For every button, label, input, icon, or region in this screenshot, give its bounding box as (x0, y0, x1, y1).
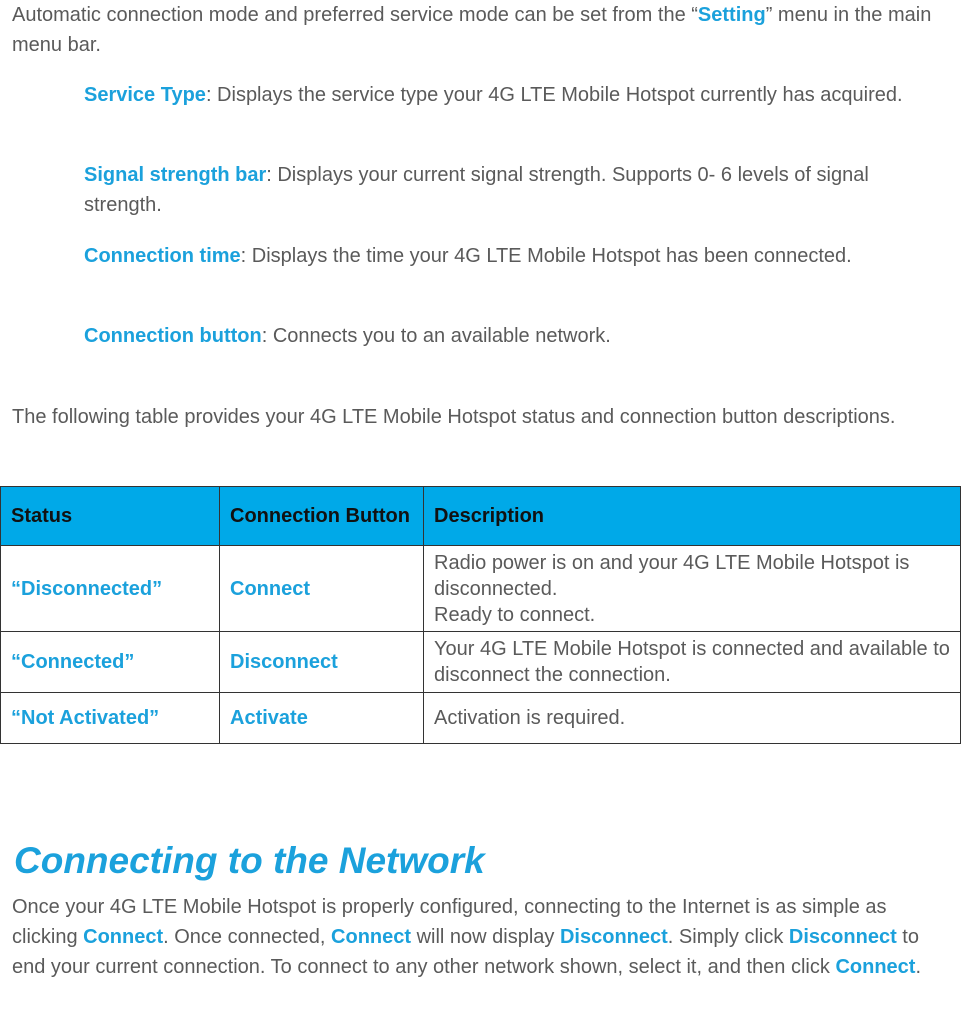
button-cell: Activate (220, 693, 424, 744)
section-text: Once your 4G LTE Mobile Hotspot is properly configured, connecting to the Internet is as simple as clicking (12, 896, 887, 948)
header-description: Description (424, 487, 961, 546)
section-text: will now display (411, 926, 560, 948)
section-text: . Once connected, (163, 926, 332, 948)
header-status: Status (1, 487, 220, 546)
status-table (0, 486, 961, 744)
definition-text: : Displays your current signal strength. Supports 0- 6 levels of signal strength. (84, 164, 869, 216)
definition-text: : Displays the service type your 4G LTE Mobile Hotspot currently has acquired. (205, 84, 903, 106)
section-title: Connecting to the Network (14, 840, 485, 881)
status-cell: “Connected” (1, 632, 220, 693)
setting-keyword: Setting (697, 4, 766, 26)
button-cell: Disconnect (220, 632, 424, 693)
description-line: Your 4G LTE Mobile Hotspot is connected and available to disconnect the connection. (434, 638, 950, 686)
disconnect-keyword: Disconnect (559, 926, 668, 948)
status-cell: “Disconnected” (1, 546, 220, 632)
header-connection-button: Connection Button (220, 487, 424, 546)
definition-term: Service Type (84, 84, 206, 106)
description-cell (424, 693, 961, 744)
connect-keyword: Connect (83, 926, 164, 948)
description-cell (424, 632, 961, 693)
definition-text: : Connects you to an available network. (261, 325, 611, 347)
section-text: . Simply click (667, 926, 789, 948)
definition-signal-strength-bar (84, 160, 926, 220)
table-row (1, 693, 961, 744)
connect-keyword: Connect (331, 926, 412, 948)
definition-term: Connection time (84, 245, 241, 267)
section-paragraph (12, 892, 952, 982)
section-text: to end your current connection. To connect to any other network shown, select it, and then click (12, 926, 919, 978)
definition-text: : Displays the time your 4G LTE Mobile Hotspot has been connected. (240, 245, 852, 267)
definition-service-type (84, 80, 926, 110)
table-header-row (1, 487, 961, 546)
status-cell: “Not Activated” (1, 693, 220, 744)
description-line: Activation is required. (434, 707, 626, 729)
intro-text-2: ” menu in the main menu bar. (12, 4, 932, 56)
table-intro: The following table provides your 4G LTE Mobile Hotspot status and connection button descriptions. (12, 406, 896, 428)
definition-connection-time (84, 241, 926, 271)
definition-connection-button (84, 321, 926, 351)
button-cell: Connect (220, 546, 424, 632)
description-line: Radio power is on and your 4G LTE Mobile Hotspot is disconnected. (434, 551, 910, 600)
intro-paragraph (12, 0, 952, 60)
description-cell (424, 546, 961, 632)
disconnect-keyword: Disconnect (788, 926, 897, 948)
definition-term: Connection button (84, 325, 262, 347)
definition-term: Signal strength bar (84, 164, 267, 186)
intro-text-1: Automatic connection mode and preferred service mode can be set from the “ (12, 4, 698, 26)
table-row (1, 632, 961, 693)
table-row (1, 546, 961, 632)
section-text: . (915, 956, 921, 978)
description-line: Ready to connect. (434, 603, 596, 626)
connect-keyword: Connect (835, 956, 916, 978)
